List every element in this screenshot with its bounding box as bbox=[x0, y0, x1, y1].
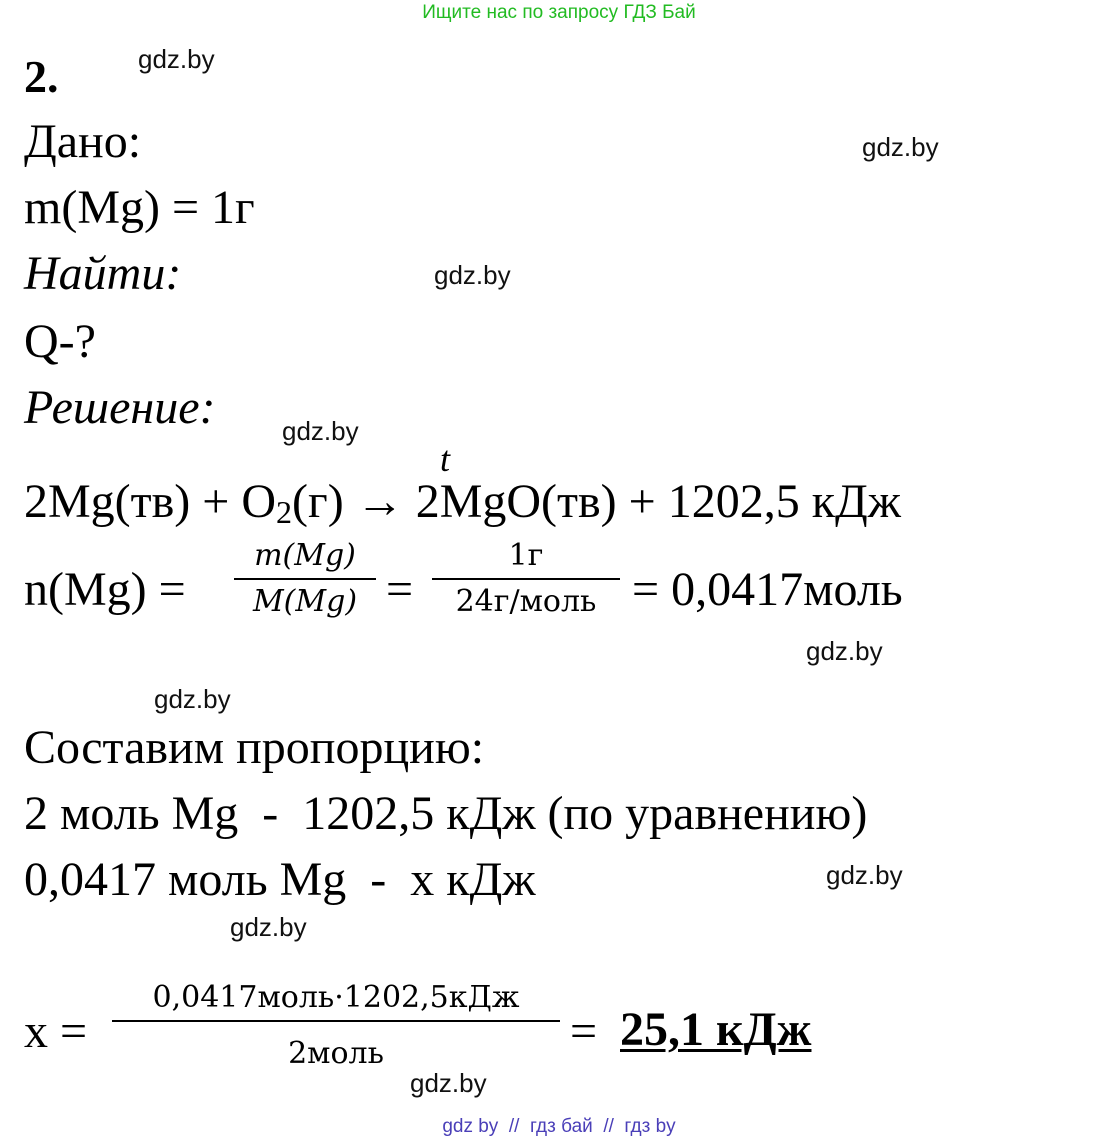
top-banner-link[interactable]: Ищите нас по запросу ГДЗ Бай bbox=[422, 2, 696, 23]
moles-equals: = bbox=[386, 563, 414, 616]
fraction-numerator: 0,0417моль·1202,5кДж bbox=[152, 980, 520, 1015]
o2-subscript: 2 bbox=[276, 494, 293, 530]
find-value: Q-? bbox=[24, 315, 96, 368]
watermark: gdz.by bbox=[282, 416, 359, 446]
reaction-condition: t bbox=[440, 439, 451, 479]
watermark: gdz.by bbox=[806, 636, 883, 666]
proportion-heading: Составим пропорцию: bbox=[24, 721, 485, 774]
fraction-bar bbox=[112, 1020, 560, 1022]
fraction-bar bbox=[234, 578, 376, 580]
fraction-denominator: 24г/моль bbox=[455, 584, 597, 619]
reaction-right: 2MgO(тв) + 1202,5 кДж bbox=[415, 475, 901, 528]
footer-links[interactable]: gdz by // гдз бай // гдз by bbox=[442, 1116, 676, 1137]
fraction-numerator: 1г bbox=[508, 538, 544, 573]
fraction-denominator: M(Mg) bbox=[252, 584, 358, 619]
final-answer: 25,1 кДж bbox=[620, 1003, 812, 1056]
reaction-left-b: (г) bbox=[292, 475, 344, 528]
fraction-numerator: m(Mg) bbox=[254, 538, 356, 573]
final-fraction bbox=[112, 980, 560, 1072]
final-lhs: x = bbox=[24, 1005, 88, 1058]
moles-result: = 0,0417моль bbox=[632, 563, 903, 616]
watermark: gdz.by bbox=[138, 44, 215, 74]
proportion-line-2: 0,0417 моль Mg - x кДж bbox=[24, 853, 536, 906]
final-equals: = bbox=[570, 1005, 598, 1058]
moles-fraction-1 bbox=[234, 538, 376, 620]
proportion-line-1: 2 моль Mg - 1202,5 кДж (по уравнению) bbox=[24, 787, 868, 840]
reaction-equation bbox=[24, 475, 901, 530]
fraction-denominator: 2моль bbox=[288, 1036, 384, 1071]
solution-label: Решение: bbox=[24, 381, 216, 434]
moles-fraction-2 bbox=[432, 538, 620, 620]
watermark: gdz.by bbox=[230, 912, 307, 942]
watermark: gdz.by bbox=[410, 1068, 487, 1098]
given-label: Дано: bbox=[24, 115, 142, 168]
find-label: Найти: bbox=[24, 247, 182, 300]
moles-lhs: n(Mg) = bbox=[24, 563, 186, 616]
watermark: gdz.by bbox=[434, 260, 511, 290]
given-value: m(Mg) = 1г bbox=[24, 181, 255, 234]
fraction-bar bbox=[432, 578, 620, 580]
reaction-left-a: 2Mg(тв) + O bbox=[24, 475, 277, 528]
problem-number: 2. bbox=[24, 51, 59, 102]
reaction-arrow: → bbox=[355, 475, 404, 528]
watermark: gdz.by bbox=[862, 132, 939, 162]
watermark: gdz.by bbox=[826, 860, 903, 890]
watermark: gdz.by bbox=[154, 684, 231, 714]
